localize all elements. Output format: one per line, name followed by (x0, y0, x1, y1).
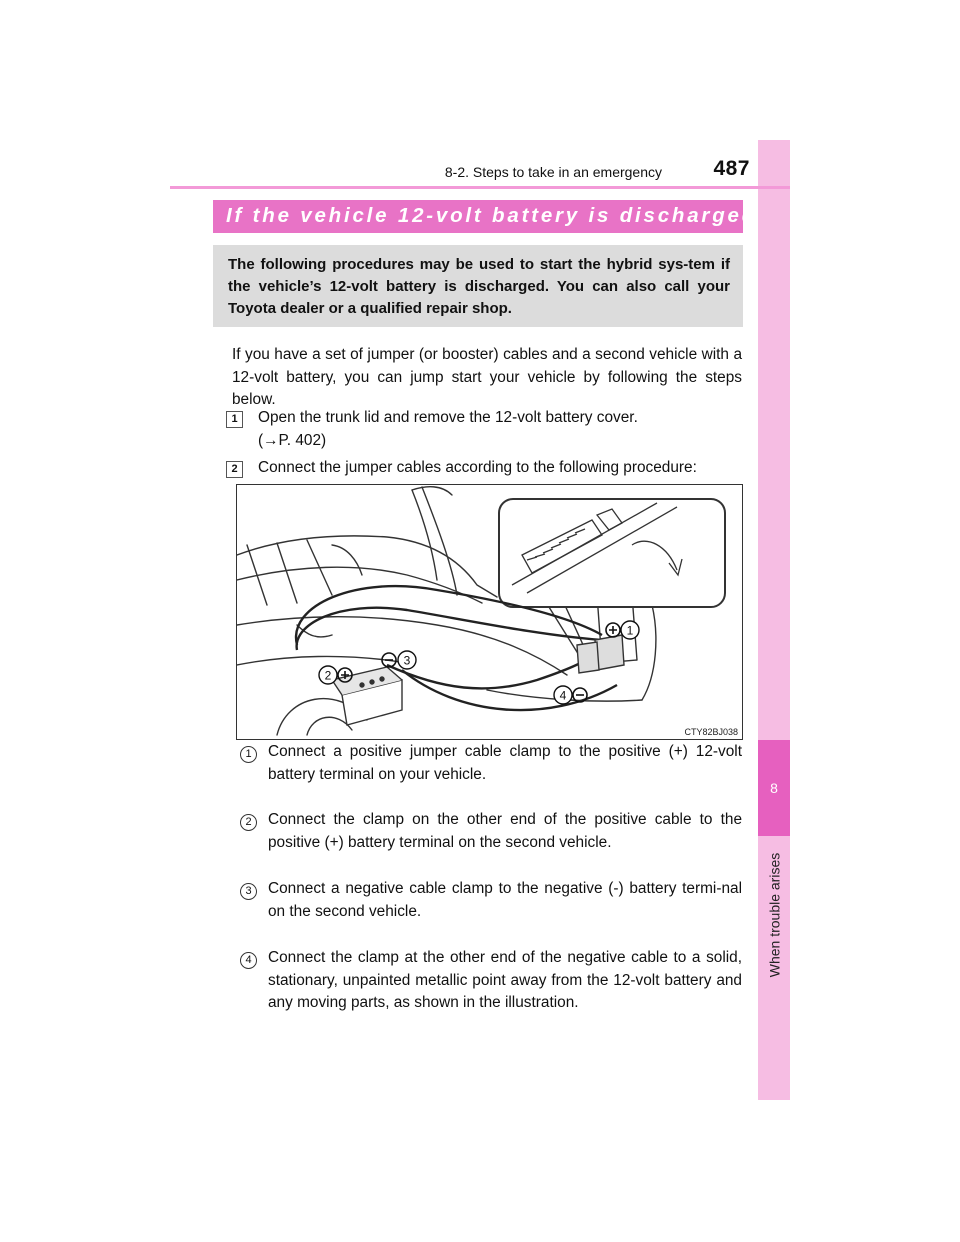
step-1-instruction: Open the trunk lid and remove the 12-volt battery cover. (258, 409, 638, 426)
callout-1: 1 (626, 623, 634, 638)
chapter-number: 8 (758, 740, 790, 836)
callout-3: 3 (403, 653, 411, 668)
substep-number-1: 1 (240, 746, 257, 763)
substep-text-1: Connect a positive jumper cable clamp to the positive (+) 12-volt battery terminal on your vehicle. (268, 743, 742, 783)
section-heading: 8-2. Steps to take in an emergency (444, 164, 662, 180)
callout-4: 4 (559, 688, 567, 703)
substep-number-2: 2 (240, 814, 257, 831)
step-number-1: 1 (226, 411, 243, 428)
substep-text-3: Connect a negative cable clamp to the negative (-) battery termi-nal on the second vehicle. (268, 880, 742, 920)
body-paragraph: If you have a set of jumper (or booster) cables and a second vehicle with a 12-volt battery, you can jump start your vehicle by following the steps below. (232, 346, 742, 408)
intro-text: The following procedures may be used to start the hybrid sys-tem if the vehicle’s 12-volt battery is discharged. You can also call your Toyota dealer or a qualified repair shop. (228, 256, 730, 317)
step-text-2: Connect the jumper cables according to the following procedure: (258, 459, 697, 476)
header-divider (170, 186, 790, 189)
car-battery-drawing (237, 485, 742, 739)
step-1-page-ref[interactable]: (→P. 402) (258, 431, 327, 449)
substep-text-2: Connect the clamp on the other end of the positive cable to the positive (+) battery terminal on the second vehicle. (268, 811, 742, 851)
substep-number-4: 4 (240, 952, 257, 969)
title-bar (213, 200, 758, 233)
jump-start-illustration (236, 484, 743, 740)
substep-text-4: Connect the clamp at the other end of the negative cable to a solid, stationary, unpainted metallic point away from the 12-volt battery and any moving parts, as shown in the illustration. (268, 949, 742, 1011)
intro-box (213, 245, 743, 327)
chapter-label-text: When trouble arises (766, 852, 783, 978)
substep-number-3: 3 (240, 883, 257, 900)
callout-2: 2 (324, 668, 332, 683)
step-text-1 (258, 407, 748, 452)
figure-code: CTY82BJ038 (684, 727, 738, 737)
page-title: If the vehicle 12-volt battery is discharged (226, 204, 758, 227)
step-number-2: 2 (226, 461, 243, 478)
chapter-label (760, 840, 788, 990)
page-number: 487 (713, 157, 750, 180)
